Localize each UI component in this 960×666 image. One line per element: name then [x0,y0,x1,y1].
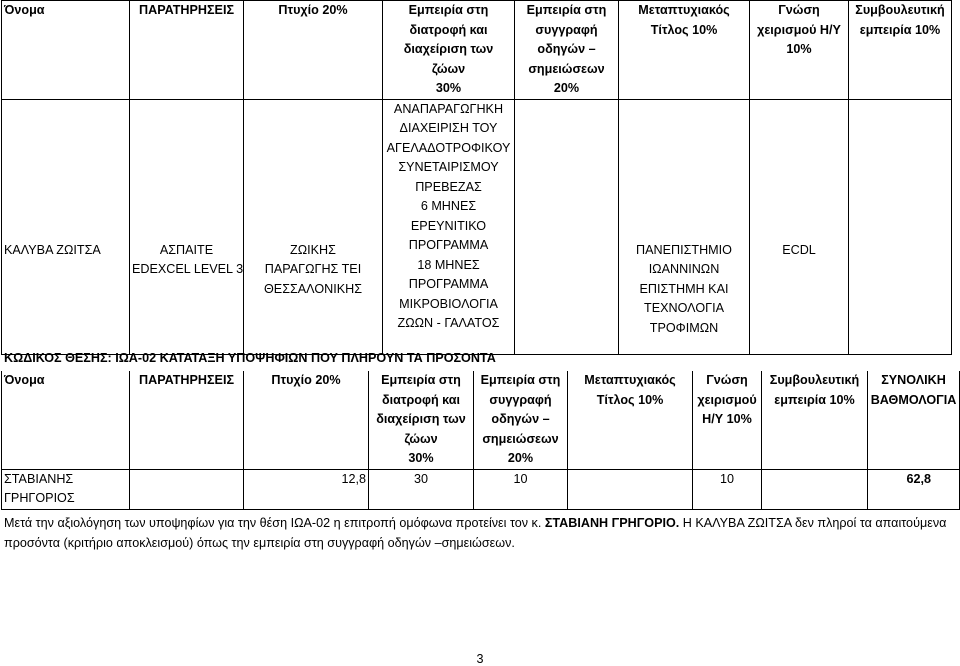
t2-header-total: ΣΥΝΟΛΙΚΗ ΒΑΘΜΟΛΟΓΙΑ [868,371,960,469]
note-text-part2: Η ΚΑΛΥΒΑ ΖΩΙΤΣΑ δεν πληροί τα απαιτούμενα προσόντα (κριτήριο αποκλεισμού) όπως την εμπειρία στη συγγραφή οδηγών –σημειώσεων. [4,516,947,550]
t1-cell-notes: ΑΣΠΑΙΤΕ EDEXCEL LEVEL 3 [130,99,244,354]
table1-header-row [2,1,952,100]
t1-cell-degree: ΖΩΙΚΗΣ ΠΑΡΑΓΩΓΗΣ ΤΕΙ ΘΕΣΣΑΛΟΝΙΚΗΣ [244,99,383,354]
t2-header-consulting: Συμβουλευτική εμπειρία 10% [762,371,868,469]
t1-cell-consulting [849,99,952,354]
t1-header-name: Όνομα [2,1,130,100]
t2-cell-consulting [762,469,868,509]
t1-header-notes: ΠΑΡΑΤΗΡΗΣΕΙΣ [130,1,244,100]
t1-cell-exp-writing [515,99,619,354]
table2-header-row [2,371,960,469]
table1-row-kalyva [2,99,952,354]
note-selected-candidate: ΣΤΑΒΙΑΝΗ ΓΡΗΓΟΡΙΟ. [544,516,680,530]
table2-row-stavianis [2,469,960,509]
t2-cell-exp-writing: 10 [474,469,568,509]
candidates-table-2 [1,371,960,510]
page-number: 3 [476,652,484,666]
t2-header-name: Όνομα [2,371,130,469]
t1-cell-computer: ECDL [750,99,849,354]
t2-cell-total: 62,8 [868,469,960,509]
t2-header-exp-writing: Εμπειρία στη συγγραφή οδηγών – σημειώσεων 20% [474,371,568,469]
t2-cell-degree: 12,8 [244,469,369,509]
t2-cell-name: ΣΤΑΒΙΑΝΗΣ ΓΡΗΓΟΡΙΟΣ [2,469,130,509]
t1-header-computer: Γνώση χειρισμού Η/Υ 10% [750,1,849,100]
note-text-part1: Μετά την αξιολόγηση των υποψηφίων για την θέση ΙΩΑ-02 η επιτροπή ομόφωνα προτείνει τον κ. [4,516,545,530]
t1-header-consulting: Συμβουλευτική εμπειρία 10% [849,1,952,100]
t1-cell-exp-nutrition: ΑΝΑΠΑΡΑΓΩΓΗΚΗ ΔΙΑΧΕΙΡΙΣΗ ΤΟΥ ΑΓΕΛΑΔΟΤΡΟΦΙΚΟΥ ΣΥΝΕΤΑΙΡΙΣΜΟΥ ΠΡΕΒΕΖΑΣ 6 ΜΗΝΕΣ ΕΡΕΥΝΙΤΙΚΟ ΠΡΟΓΡΑΜΜΑ 18 ΜΗΝΕΣ ΠΡΟΓΡΑΜΜΑ ΜΙΚΡΟΒΙΟΛΟΓΙΑ ΖΩΩΝ - ΓΑΛΑΤΟΣ [383,99,515,354]
t2-cell-postgrad [568,469,693,509]
t2-cell-exp-nutrition: 30 [369,469,474,509]
section-heading-ioa-02: ΚΩΔΙΚΟΣ ΘΕΣΗΣ: ΙΩΑ-02 ΚΑΤΑΤΑΞΗ ΥΠΟΨΗΦΙΩΝ ΠΟΥ ΠΛΗΡΟΥΝ ΤΑ ΠΡΟΣΟΝΤΑ [4,351,496,365]
t2-header-notes: ΠΑΡΑΤΗΡΗΣΕΙΣ [130,371,244,469]
t2-header-postgrad: Μεταπτυχιακός Τίτλος 10% [568,371,693,469]
t2-cell-computer: 10 [693,469,762,509]
t1-header-exp-writing: Εμπειρία στη συγγραφή οδηγών – σημειώσεων 20% [515,1,619,100]
candidates-table-1 [1,0,952,355]
t2-header-exp-nutrition: Εμπειρία στη διατροφή και διαχείριση των ζώων 30% [369,371,474,469]
t1-header-postgrad: Μεταπτυχιακός Τίτλος 10% [619,1,750,100]
t1-cell-postgrad: ΠΑΝΕΠΙΣΤΗΜΙΟ ΙΩΑΝΝΙΝΩΝ ΕΠΙΣΤΗΜΗ ΚΑΙ ΤΕΧΝΟΛΟΓΙΑ ΤΡΟΦΙΜΩΝ [619,99,750,354]
t1-cell-name: ΚΑΛΥΒΑ ΖΩΙΤΣΑ [2,99,130,354]
t2-header-computer: Γνώση χειρισμού Η/Υ 10% [693,371,762,469]
t2-cell-notes [130,469,244,509]
t1-header-exp-nutrition: Εμπειρία στη διατροφή και διαχείριση των ζώων 30% [383,1,515,100]
t2-header-degree: Πτυχίο 20% [244,371,369,469]
committee-note [4,514,954,553]
t1-header-degree: Πτυχίο 20% [244,1,383,100]
